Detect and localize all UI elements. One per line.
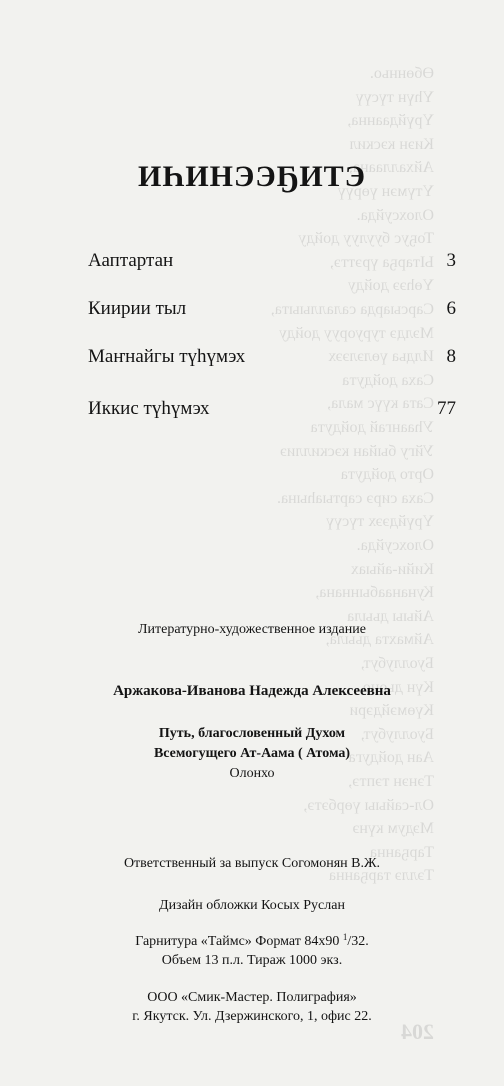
toc-entry [88,398,456,426]
bleed-through-line: Ол-сайыы үөрбэтэ, [303,796,434,814]
bleed-through-line: Тоҕус буулуу дойду [298,230,434,248]
bleed-through-line: Буоллубут, [360,725,434,743]
bleed-through-line: Уйгу быйан кэскиллиэ [279,442,434,460]
bleed-through-line: Олохсуйда. [356,537,434,554]
bleed-through-line: 204 [401,1019,434,1044]
responsible-editor: Ответственный за выпуск Согомонян В.Ж. [123,856,381,871]
format-fraction-denominator: /32 [347,934,366,949]
bleed-through-line: Күөмэйдэри [349,702,434,720]
bleed-through-line: Кийи-айыах [350,560,434,578]
bleed-through-line: Тэллэ тарҕанна [328,867,434,885]
bleed-through-line: Сата күүс мала, [327,395,434,413]
bleed-through-line: Аан дойдуга [348,749,434,767]
book-title-line-2: Всемогущего Ат-Аама ( Атома) [153,746,351,761]
toc-entry-page: 77 [437,398,456,419]
toc-entry-label: Иккис түһүмэх [88,398,210,419]
bleed-through-line: Мэдум күнэ [352,820,434,838]
bleed-through-line: Тэнэн тэптэ, [348,773,434,790]
publisher-address: г. Якутск. Ул. Дзержинского, 1, офис 22. [132,1009,372,1024]
bleed-through-line: Айхаллаана, [349,159,434,177]
bleed-through-line: Сарсыарда салаллыыта, [270,301,434,318]
author-name: Аржакова-Иванова Надежда Алексеевна [113,683,391,699]
toc-entry-page: 6 [446,298,456,319]
format-suffix: . [365,934,369,949]
bleed-through-line: Киэн кэскил [349,135,434,153]
bleed-through-line: Саха сирэ сартыаһына. [276,489,434,507]
volume-line: Объем 13 п.л. Тираж 1000 экз. [161,953,343,968]
bleed-through-line: Мэлдэ туруоруу дойду [279,324,434,342]
bleed-through-line: Уһаангай дойдута [310,419,434,436]
bleed-through-line: Үһүн түсүү [355,88,434,106]
bleed-through-line: Орто дойдута [340,466,434,484]
bleed-through-line: Буоллубут, [360,655,434,672]
bleed-through-line: Күн дьоно [362,678,434,696]
bleed-through-line: Кунанаабыннана, [315,584,434,602]
toc-entry-label: Ааптартан [88,250,174,271]
bleed-through-line: Үтүмэн үөрүү [337,183,434,200]
format-fraction-numerator: 1 [342,932,348,942]
bleed-through-line: Үрүйдаанна, [347,112,434,130]
cover-design-credit: Дизайн обложки Косых Руслан [159,898,345,913]
book-title-line-1: Путь, благословенный Духом [158,726,346,741]
bleed-through-line: Саха дойдута [342,371,434,389]
format-line [0,934,504,950]
bleed-through-line: Үрүйдээх түсүү [326,513,434,531]
bleed-through-line: Илдьа үөлэлээх [328,348,434,366]
toc-entry-label: Маҥнайгы түһүмэх [88,346,246,367]
edition-type: Литературно-художественное издание [138,622,366,637]
book-genre: Олонхо [229,766,275,781]
bleed-through-line: Үөһээ дойду [347,277,434,295]
bleed-through-line: Аймахта дьыла, [325,631,434,649]
publisher-name: ООО «Смик-Мастер. Полиграфия» [147,990,357,1005]
toc-entry-label: Киирии тыл [88,298,187,319]
toc-entry [88,298,456,326]
toc-entry [88,346,456,374]
bleed-through-line: Өбөнньо. [369,65,434,82]
bleed-through-line: Олохсуйда. [356,206,434,224]
toc-title: ИҺИНЭЭҔИТЭ [137,160,367,193]
bleed-through-line: Тарҕанна [369,843,434,861]
format-prefix: Гарнитура «Таймс» Формат 84х90 [135,934,343,949]
bleed-through-line: Ытарҕа үрэттэ, [329,253,434,271]
toc-entry [88,250,456,278]
toc-entry-page: 3 [446,250,456,271]
toc-entry-page: 8 [446,346,456,367]
bleed-through-line: Айыы дьыла [347,607,434,625]
